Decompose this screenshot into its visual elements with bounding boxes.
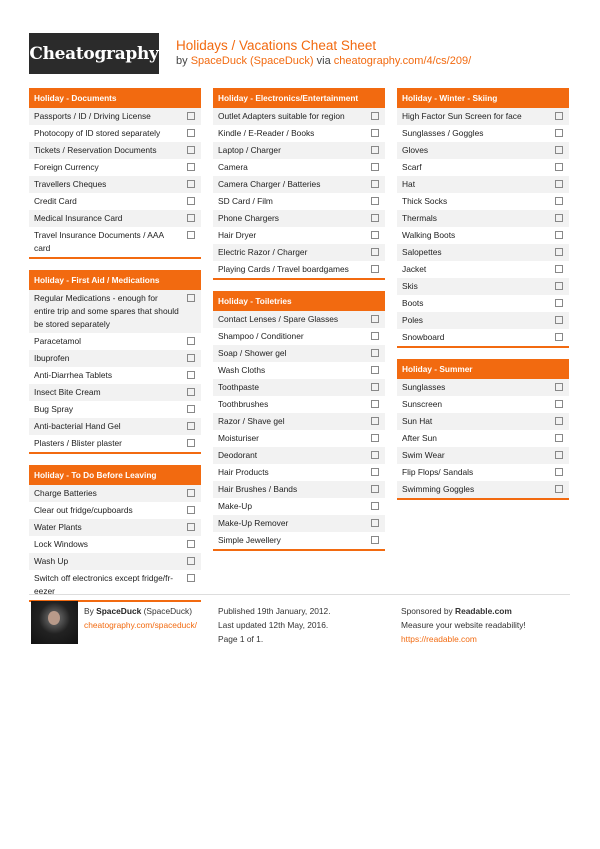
checklist-item <box>397 430 569 447</box>
checkbox-icon[interactable] <box>187 388 195 396</box>
checkbox-icon[interactable] <box>371 502 379 510</box>
checkbox-icon[interactable] <box>187 354 195 362</box>
checklist-item-label: Tickets / Reservation Documents <box>34 145 157 155</box>
checklist-item-label: Jacket <box>402 264 427 274</box>
checkbox-icon[interactable] <box>555 417 563 425</box>
checklist-item <box>397 295 569 312</box>
checklist-item <box>29 333 201 350</box>
checklist-item-label: Insect Bite Cream <box>34 387 101 397</box>
checklist-item <box>29 367 201 384</box>
checklist-item <box>29 108 201 125</box>
checkbox-icon[interactable] <box>371 400 379 408</box>
checklist-item-label: Anti-bacterial Hand Gel <box>34 421 121 431</box>
checklist-item-label: After Sun <box>402 433 437 443</box>
checklist-item-label: Sun Hat <box>402 416 433 426</box>
checklist-item <box>29 519 201 536</box>
checklist-item <box>397 193 569 210</box>
checklist-item-label: Skis <box>402 281 418 291</box>
footer-author-handle: (SpaceDuck) <box>143 606 192 616</box>
checkbox-icon[interactable] <box>187 540 195 548</box>
checklist-item <box>397 227 569 244</box>
footer-author-url[interactable]: cheatography.com/spaceduck/ <box>84 620 197 630</box>
section-divider <box>213 278 385 280</box>
checklist-item-label: Moisturiser <box>218 433 259 443</box>
checkbox-icon[interactable] <box>187 112 195 120</box>
checkbox-icon[interactable] <box>371 349 379 357</box>
checkbox-icon[interactable] <box>555 451 563 459</box>
checklist-item <box>213 413 385 430</box>
checklist-item <box>213 464 385 481</box>
checklist-item <box>213 125 385 142</box>
checklist-item <box>29 485 201 502</box>
checklist-item <box>397 312 569 329</box>
checkbox-icon[interactable] <box>371 383 379 391</box>
checklist-item-label: Contact Lenses / Spare Glasses <box>218 314 339 324</box>
sheet-url-link[interactable]: cheatography.com/4/cs/209/ <box>333 55 472 67</box>
byline <box>176 55 471 67</box>
checklist <box>29 485 201 600</box>
checklist-item <box>397 176 569 193</box>
section <box>213 291 385 551</box>
checkbox-icon[interactable] <box>555 129 563 137</box>
checkbox-icon[interactable] <box>371 332 379 340</box>
checklist-item <box>213 159 385 176</box>
checklist-item <box>29 435 201 452</box>
checklist-item-label: Travel Insurance Documents / AAA card <box>34 230 164 253</box>
checkbox-icon[interactable] <box>371 485 379 493</box>
checklist-item <box>397 481 569 498</box>
checklist-item <box>29 553 201 570</box>
section <box>29 465 201 602</box>
footer-author-name[interactable]: SpaceDuck <box>96 606 142 616</box>
checklist-item-label: Plasters / Blister plaster <box>34 438 122 448</box>
checklist-item-label: Credit Card <box>34 196 77 206</box>
checklist-item-label: Clear out fridge/cupboards <box>34 505 133 515</box>
checklist-item <box>29 384 201 401</box>
cheatography-logo[interactable]: Cheatography <box>29 33 159 74</box>
sponsor-prefix: Sponsored by <box>401 606 453 616</box>
checklist-item <box>29 536 201 553</box>
section <box>213 88 385 280</box>
checklist-item-label: Sunglasses / Goggles <box>402 128 484 138</box>
checklist-item-label: Toothpaste <box>218 382 259 392</box>
checkbox-icon[interactable] <box>187 180 195 188</box>
checklist-item-label: Make-Up Remover <box>218 518 289 528</box>
checkbox-icon[interactable] <box>371 112 379 120</box>
checklist-item-label: Deodorant <box>218 450 258 460</box>
checklist-item-label: Passports / ID / Driving License <box>34 111 151 121</box>
column-2 <box>213 88 385 562</box>
checklist-item-label: Phone Chargers <box>218 213 279 223</box>
checkbox-icon[interactable] <box>555 383 563 391</box>
section <box>29 88 201 259</box>
checkbox-icon[interactable] <box>371 417 379 425</box>
checklist-item <box>397 125 569 142</box>
section-title: Holiday - Toiletries <box>213 291 385 311</box>
checklist-item <box>397 447 569 464</box>
checklist-item-label: Swim Wear <box>402 450 445 460</box>
checkbox-icon[interactable] <box>371 519 379 527</box>
sponsor-tagline: Measure your website readability! <box>401 620 526 630</box>
section-title: Holiday - Electronics/Entertainment <box>213 88 385 108</box>
checkbox-icon[interactable] <box>555 400 563 408</box>
checklist-item-label: Toothbrushes <box>218 399 269 409</box>
section-title: Holiday - Documents <box>29 88 201 108</box>
checklist-item-label: Travellers Cheques <box>34 179 107 189</box>
checkbox-icon[interactable] <box>555 248 563 256</box>
checkbox-icon[interactable] <box>187 214 195 222</box>
checklist-item-label: Charge Batteries <box>34 488 97 498</box>
checklist-item <box>213 227 385 244</box>
section-divider <box>397 346 569 348</box>
checklist-item <box>29 176 201 193</box>
checklist-item <box>397 396 569 413</box>
checklist <box>213 311 385 549</box>
checklist-item <box>397 244 569 261</box>
checkbox-icon[interactable] <box>555 282 563 290</box>
checklist-item-label: Camera Charger / Batteries <box>218 179 321 189</box>
checklist-item-label: Hair Brushes / Bands <box>218 484 298 494</box>
author-link[interactable]: SpaceDuck (SpaceDuck) <box>190 55 314 67</box>
checklist-item <box>397 329 569 346</box>
checklist-item <box>213 345 385 362</box>
checklist-item <box>213 261 385 278</box>
checklist-item <box>29 570 201 600</box>
checkbox-icon[interactable] <box>371 180 379 188</box>
checkbox-icon[interactable] <box>187 146 195 154</box>
checklist-item-label: Water Plants <box>34 522 82 532</box>
checkbox-icon[interactable] <box>187 439 195 447</box>
footer-author <box>84 604 197 632</box>
checklist-item-label: Simple Jewellery <box>218 535 281 545</box>
checkbox-icon[interactable] <box>371 536 379 544</box>
checklist-item <box>213 430 385 447</box>
published-date: Published 19th January, 2012. <box>218 606 331 616</box>
checkbox-icon[interactable] <box>187 574 195 582</box>
checklist-item-label: Switch off electronics except fridge/freezer <box>34 573 174 596</box>
checkbox-icon[interactable] <box>187 294 195 302</box>
checklist-item <box>213 328 385 345</box>
page-count: Page 1 of 1. <box>218 634 264 644</box>
checkbox-icon[interactable] <box>187 422 195 430</box>
section-divider <box>29 452 201 454</box>
checklist-item-label: Bug Spray <box>34 404 74 414</box>
checklist-item-label: Paracetamol <box>34 336 82 346</box>
section-divider <box>213 549 385 551</box>
checklist-item-label: Sunglasses <box>402 382 446 392</box>
checklist-item-label: SD Card / Film <box>218 196 273 206</box>
checklist-item-label: Electric Razor / Charger <box>218 247 308 257</box>
checkbox-icon[interactable] <box>187 337 195 345</box>
page-title: Holidays / Vacations Cheat Sheet <box>176 38 377 53</box>
checklist-item <box>213 311 385 328</box>
section-title: Holiday - Winter - Skiing <box>397 88 569 108</box>
checkbox-icon[interactable] <box>371 366 379 374</box>
checklist-item-label: High Factor Sun Screen for face <box>402 111 522 121</box>
checklist-item <box>213 532 385 549</box>
checkbox-icon[interactable] <box>371 163 379 171</box>
footer-sponsor <box>401 604 526 646</box>
checkbox-icon[interactable] <box>555 214 563 222</box>
checklist-item-label: Regular Medications - enough for entire trip and some spares that should be stored separately <box>34 293 179 329</box>
checkbox-icon[interactable] <box>555 434 563 442</box>
checklist-item <box>213 193 385 210</box>
checkbox-icon[interactable] <box>371 468 379 476</box>
checklist-item-label: Anti-Diarrhea Tablets <box>34 370 113 380</box>
checkbox-icon[interactable] <box>187 405 195 413</box>
checklist-item-label: Thick Socks <box>402 196 448 206</box>
author-avatar <box>31 601 78 644</box>
checklist-item-label: Wash Up <box>34 556 69 566</box>
checklist-item-label: Walking Boots <box>402 230 456 240</box>
updated-date: Last updated 12th May, 2016. <box>218 620 329 630</box>
checkbox-icon[interactable] <box>371 315 379 323</box>
checklist-item <box>397 142 569 159</box>
checklist-item-label: Wash Cloths <box>218 365 266 375</box>
checklist-item-label: Soap / Shower gel <box>218 348 287 358</box>
checklist-item <box>397 108 569 125</box>
checklist-item-label: Playing Cards / Travel boardgames <box>218 264 349 274</box>
checklist-item <box>29 418 201 435</box>
checklist-item <box>213 396 385 413</box>
checklist-item <box>213 142 385 159</box>
footer-dates <box>218 604 331 646</box>
sponsor-url[interactable]: https://readable.com <box>401 634 477 644</box>
checklist-item-label: Ibuprofen <box>34 353 70 363</box>
checkbox-icon[interactable] <box>187 231 195 239</box>
section-divider <box>397 498 569 500</box>
checkbox-icon[interactable] <box>555 197 563 205</box>
section-title: Holiday - To Do Before Leaving <box>29 465 201 485</box>
checklist <box>213 108 385 278</box>
byline-via: via <box>316 55 331 67</box>
footer-divider <box>29 594 570 595</box>
checkbox-icon[interactable] <box>555 146 563 154</box>
checklist-item-label: Poles <box>402 315 423 325</box>
checklist-item <box>397 278 569 295</box>
checklist-item-label: Salopettes <box>402 247 442 257</box>
checklist-item <box>29 210 201 227</box>
section <box>29 270 201 454</box>
checklist-item <box>213 362 385 379</box>
checklist-item-label: Gloves <box>402 145 429 155</box>
section-title: Holiday - First Aid / Medications <box>29 270 201 290</box>
checklist-item <box>213 379 385 396</box>
checkbox-icon[interactable] <box>187 163 195 171</box>
section <box>397 359 569 500</box>
checkbox-icon[interactable] <box>371 197 379 205</box>
checkbox-icon[interactable] <box>555 163 563 171</box>
checklist-item <box>29 350 201 367</box>
checkbox-icon[interactable] <box>555 468 563 476</box>
checklist-item-label: Camera <box>218 162 248 172</box>
checklist-item <box>213 244 385 261</box>
checkbox-icon[interactable] <box>187 489 195 497</box>
checkbox-icon[interactable] <box>555 316 563 324</box>
checklist-item-label: Sunscreen <box>402 399 443 409</box>
checkbox-icon[interactable] <box>371 214 379 222</box>
checklist-item <box>29 193 201 210</box>
checklist-item <box>29 290 201 333</box>
checklist-item <box>213 498 385 515</box>
checklist-item <box>213 481 385 498</box>
checkbox-icon[interactable] <box>555 112 563 120</box>
checkbox-icon[interactable] <box>371 248 379 256</box>
checklist-item-label: Lock Windows <box>34 539 88 549</box>
footer-by: By <box>84 606 94 616</box>
checklist-item <box>29 401 201 418</box>
checklist-item-label: Laptop / Charger <box>218 145 281 155</box>
checklist-item <box>213 108 385 125</box>
checklist-item-label: Make-Up <box>218 501 252 511</box>
checklist-item-label: Snowboard <box>402 332 445 342</box>
checkbox-icon[interactable] <box>371 265 379 273</box>
byline-by: by <box>176 55 188 67</box>
checklist <box>397 379 569 498</box>
checkbox-icon[interactable] <box>371 451 379 459</box>
checkbox-icon[interactable] <box>555 485 563 493</box>
checklist <box>29 290 201 452</box>
checklist-item <box>213 515 385 532</box>
checkbox-icon[interactable] <box>187 197 195 205</box>
checkbox-icon[interactable] <box>555 231 563 239</box>
checklist-item <box>29 142 201 159</box>
checklist-item <box>29 227 201 257</box>
checklist-item <box>213 210 385 227</box>
checklist-item-label: Razor / Shave gel <box>218 416 285 426</box>
checkbox-icon[interactable] <box>371 231 379 239</box>
checklist-item <box>29 159 201 176</box>
checklist-item-label: Flip Flops/ Sandals <box>402 467 474 477</box>
checklist-item-label: Hair Products <box>218 467 269 477</box>
checklist-item <box>29 502 201 519</box>
checklist-item-label: Scarf <box>402 162 422 172</box>
checklist-item <box>397 261 569 278</box>
checklist-item-label: Boots <box>402 298 424 308</box>
checkbox-icon[interactable] <box>555 180 563 188</box>
checklist-item <box>397 413 569 430</box>
checklist-item-label: Foreign Currency <box>34 162 99 172</box>
checkbox-icon[interactable] <box>187 506 195 514</box>
checklist-item <box>397 379 569 396</box>
checkbox-icon[interactable] <box>187 371 195 379</box>
checklist-item <box>29 125 201 142</box>
section-divider <box>29 257 201 259</box>
sponsor-name[interactable]: Readable.com <box>455 606 512 616</box>
checklist-item <box>213 447 385 464</box>
checkbox-icon[interactable] <box>371 146 379 154</box>
checklist-item <box>397 159 569 176</box>
column-1 <box>29 88 201 613</box>
checkbox-icon[interactable] <box>371 434 379 442</box>
checkbox-icon[interactable] <box>187 557 195 565</box>
checklist-item-label: Medical Insurance Card <box>34 213 123 223</box>
checklist-item-label: Swimming Goggles <box>402 484 475 494</box>
section-title: Holiday - Summer <box>397 359 569 379</box>
checklist <box>29 108 201 257</box>
column-3 <box>397 88 569 511</box>
checklist-item-label: Shampoo / Conditioner <box>218 331 304 341</box>
checklist-item-label: Kindle / E-Reader / Books <box>218 128 315 138</box>
checklist-item <box>213 176 385 193</box>
checklist-item-label: Outlet Adapters suitable for region <box>218 111 345 121</box>
checklist-item-label: Hair Dryer <box>218 230 257 240</box>
checkbox-icon[interactable] <box>555 333 563 341</box>
checklist <box>397 108 569 346</box>
checklist-item-label: Thermals <box>402 213 437 223</box>
checkbox-icon[interactable] <box>371 129 379 137</box>
checklist-item <box>397 210 569 227</box>
checklist-item-label: Photocopy of ID stored separately <box>34 128 161 138</box>
checkbox-icon[interactable] <box>187 129 195 137</box>
checkbox-icon[interactable] <box>555 265 563 273</box>
section <box>397 88 569 348</box>
checkbox-icon[interactable] <box>187 523 195 531</box>
checkbox-icon[interactable] <box>555 299 563 307</box>
checklist-item-label: Hat <box>402 179 416 189</box>
checklist-item <box>397 464 569 481</box>
